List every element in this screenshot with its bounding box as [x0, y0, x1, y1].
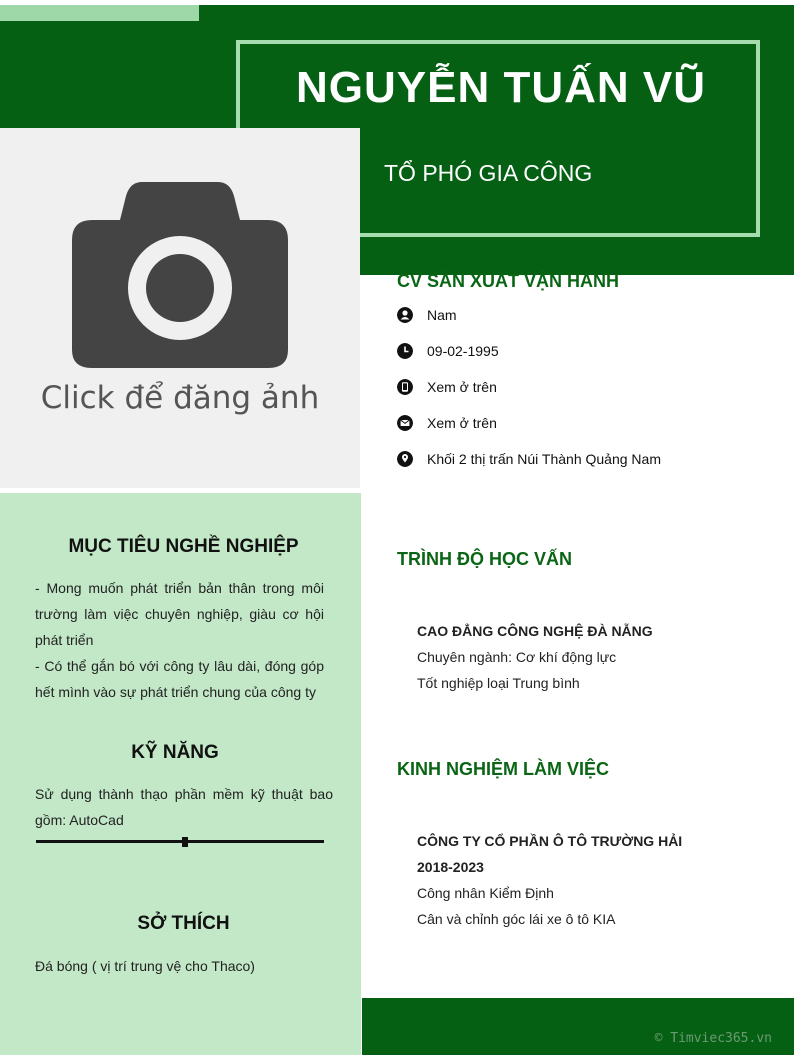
watermark: © Timviec365.vn: [654, 1031, 772, 1046]
job-role: Công nhân Kiểm Định: [417, 885, 554, 901]
skill-level-bar: [36, 840, 324, 843]
address-value: Khối 2 thị trấn Núi Thành Quảng Nam: [427, 451, 661, 467]
hobbies-title[interactable]: SỞ THÍCH: [137, 913, 230, 934]
photo-upload-label[interactable]: Click để đăng ảnh: [40, 380, 320, 416]
skills-text[interactable]: Sử dụng thành thạo phần mềm kỹ thuật bao gồm: AutoCad: [35, 786, 333, 828]
school-name: CAO ĐẲNG CÔNG NGHỆ ĐÀ NẴNG: [417, 623, 653, 639]
info-row-birthday[interactable]: [397, 341, 499, 361]
job-title[interactable]: TỔ PHÓ GIA CÔNG: [384, 160, 593, 186]
phone-value: Xem ở trên: [427, 379, 497, 395]
camera-icon[interactable]: [72, 180, 288, 368]
info-row-gender[interactable]: [397, 305, 457, 325]
objective-line: - Có thể gắn bó với công ty lâu dài, đóng góp hết mình vào sự phát triển chung của công ty: [35, 658, 324, 700]
info-row-email[interactable]: [397, 413, 497, 433]
objective-line: - Mong muốn phát triển bản thân trong môi trường làm việc chuyên nghiệp, giàu cơ hội phát triển: [35, 580, 324, 648]
gender-value: Nam: [427, 307, 457, 323]
work-period: 2018-2023: [417, 859, 484, 875]
footer-band: [362, 998, 794, 1055]
company-name: CÔNG TY CỔ PHẦN Ô TÔ TRƯỜNG HẢI: [417, 833, 683, 849]
skill-level-marker: [182, 837, 188, 847]
objective-title[interactable]: MỤC TIÊU NGHỀ NGHIỆP: [68, 536, 299, 557]
education-title[interactable]: TRÌNH ĐỘ HỌC VẤN: [397, 549, 572, 569]
birthday-value: 09-02-1995: [427, 343, 499, 359]
phone-icon: [397, 379, 413, 395]
info-row-phone[interactable]: [397, 377, 497, 397]
candidate-name[interactable]: NGUYỄN TUẤN VŨ: [295, 63, 707, 112]
email-value: Xem ở trên: [427, 415, 497, 431]
person-icon: [397, 307, 413, 323]
experience-title[interactable]: KINH NGHIỆM LÀM VIỆC: [397, 759, 610, 779]
graduation-grade: Tốt nghiệp loại Trung bình: [417, 675, 580, 691]
location-pin-icon: [397, 451, 413, 467]
major: Chuyên ngành: Cơ khí động lực: [417, 649, 617, 665]
skills-title[interactable]: KỸ NĂNG: [131, 742, 219, 763]
info-row-address[interactable]: [397, 449, 661, 469]
profile-title[interactable]: CV SẢN XUẤT VẬN HÀNH: [397, 271, 620, 291]
header-accent-strip: [0, 5, 199, 21]
clock-icon: [397, 343, 413, 359]
job-detail: Cân và chỉnh góc lái xe ô tô KIA: [417, 911, 616, 927]
experience-entry[interactable]: [417, 828, 682, 932]
email-icon: [397, 415, 413, 431]
objective-text[interactable]: [35, 575, 324, 705]
hobbies-text[interactable]: Đá bóng ( vị trí trung vệ cho Thaco): [35, 958, 255, 974]
education-entry[interactable]: [417, 618, 653, 696]
